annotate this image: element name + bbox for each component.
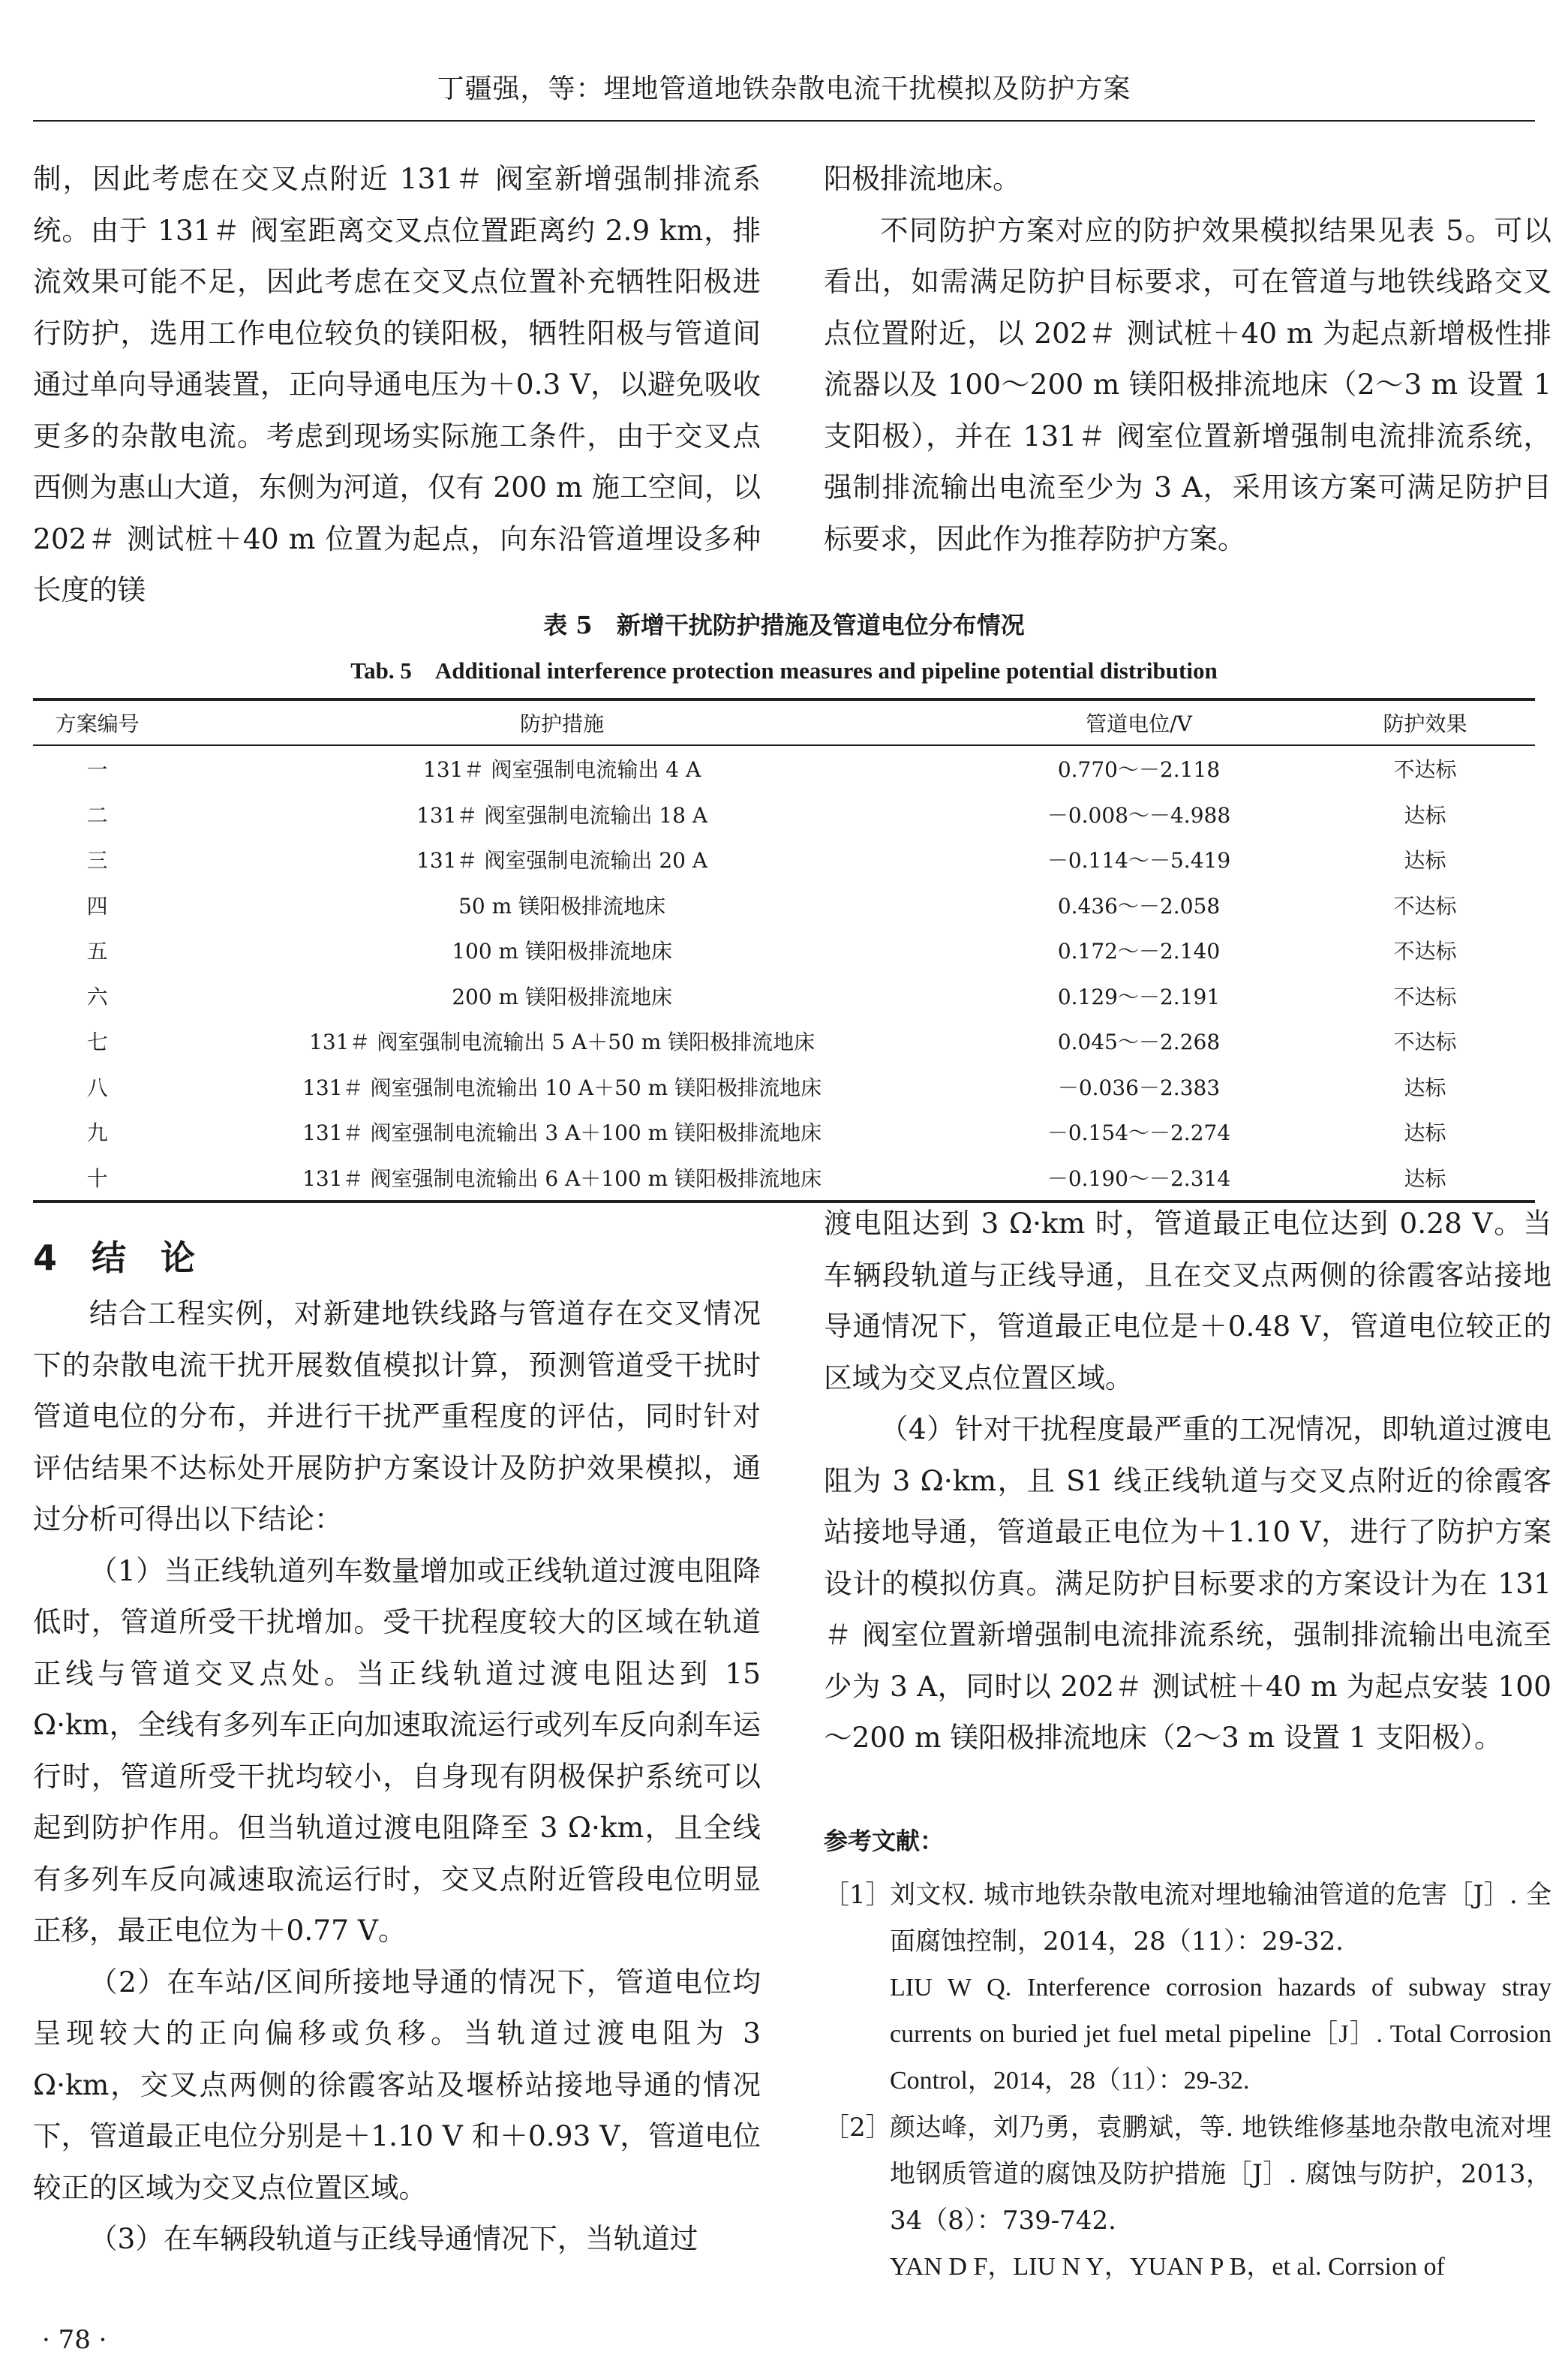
table-caption-en: Tab. 5 Additional interference protection measures and pipeline potential distribution xyxy=(350,657,1218,684)
page-number: · 78 · xyxy=(42,2325,107,2355)
body-paragraph: 渡电阻达到 3 Ω·km 时，管道最正电位达到 0.28 V。当车辆段轨道与正线导通，且在交叉点两侧的徐霞客站接地导通情况下，管道最正电位是＋0.48 V，管道电位较正的区域为交叉点位置区域。 xyxy=(824,1207,1551,1394)
cell-potential: 0.045～－2.268 xyxy=(1057,1030,1221,1055)
cell-measure: 131＃ 阀室强制电流输出 4 A xyxy=(423,757,701,783)
cell-measure: 131＃ 阀室强制电流输出 6 A＋100 m 镁阳极排流地床 xyxy=(161,1155,963,1202)
right-column-bottom xyxy=(824,1198,1551,1764)
table-row xyxy=(33,1155,1535,1202)
cell-potential: 0.172～－2.140 xyxy=(1057,939,1221,964)
cell-measure: 131＃ 阀室强制电流输出 20 A xyxy=(416,848,708,874)
cell-potential: －0.008～－4.988 xyxy=(1047,802,1231,828)
body-paragraph: 结合工程实例，对新建地铁线路与管道存在交叉情况下的杂散电流干扰开展数值模拟计算，预测管道受干扰时管道电位的分布，并进行干扰严重程度的评估，同时针对评估结果不达标处开展防护方案设计及防护效果模拟，通过分析可得出以下结论： xyxy=(33,1297,761,1535)
body-paragraph: 不同防护方案对应的防护效果模拟结果见表 5。可以看出，如需满足防护目标要求，可在管道与地铁线路交叉点位置附近，以 202＃ 测试桩＋40 m 为起点新增极性排流器以及 100～200 m 镁阳极排流地床（2～3 m 设置 1 支阳极），并在 131＃ 阀室位置新增强制电流排流系统，强制排流输出电流至少为 3 A，采用该方案可满足防护目标要求，因此作为推荐防护方案。 xyxy=(824,213,1551,555)
cell-measure: 100 m 镁阳极排流地床 xyxy=(452,939,672,964)
section-title-conclusion: 4 结 论 xyxy=(33,1238,196,1278)
table-row xyxy=(33,928,1535,973)
cell-effect: 达标 xyxy=(1404,802,1446,828)
table-row xyxy=(33,973,1535,1019)
body-paragraph: （1）当正线轨道列车数量增加或正线轨道过渡电阻降低时，管道所受干扰增加。受干扰程度较大的区域在轨道正线与管道交叉点处。当正线轨道过渡电阻达到 15 Ω·km，全线有多列车正向加速取流运行或列车反向刹车运行时，管道所受干扰均较小，自身现有阴极保护系统可以起到防护作用。但当轨道过渡电阻降至 3 Ω·km，且全线有多列车反向减速取流运行时，交叉点附近管段电位明显正移，最正电位为＋0.77 V。 xyxy=(33,1553,761,1947)
cell-potential: －0.036－2.383 xyxy=(1057,1075,1221,1100)
body-paragraph: 制，因此考虑在交叉点附近 131＃ 阀室新增强制排流系统。由于 131＃ 阀室距离交叉点位置距离约 2.9 km，排流效果可能不足，因此考虑在交叉点位置补充牺牲阳极进行防护，选用工作电位较负的镁阳极，牺牲阳极与管道间通过单向导通装置，正向导通电压为＋0.3 V，以避免吸收更多的杂散电流。考虑到现场实际施工条件，由于交叉点西侧为惠山大道，东侧为河道，仅有 200 m 施工空间，以 202＃ 测试桩＋40 m 位置为起点，向东沿管道埋设多种长度的镁 xyxy=(33,162,761,606)
cell-scheme-no: 四 xyxy=(86,893,108,919)
cell-effect: 不达标 xyxy=(1393,984,1457,1009)
cell-potential: 0.129～－2.191 xyxy=(1057,984,1221,1009)
header-scheme-no: 方案编号 xyxy=(33,699,161,745)
table-row xyxy=(33,1109,1535,1155)
cell-potential: －0.154～－2.274 xyxy=(1047,1120,1231,1146)
reference-text-en: LIU W Q. Interference corrosion hazards of subway stray currents on buried jet fuel metal pipeline［J］. Total Corrosion Control，2014，28（11）：29-32. xyxy=(890,1974,1551,2095)
table-row xyxy=(33,745,1535,792)
reference-item xyxy=(824,2104,1551,2290)
body-paragraph: 阳极排流地床。 xyxy=(824,162,1021,195)
header-divider xyxy=(33,120,1535,122)
cell-scheme-no: 十 xyxy=(33,1155,161,1202)
cell-effect: 达标 xyxy=(1404,1075,1446,1100)
cell-potential: 0.436～－2.058 xyxy=(1057,893,1221,919)
cell-effect: 不达标 xyxy=(1393,939,1457,964)
body-paragraph: （4）针对干扰程度最严重的工况情况，即轨道过渡电阻为 3 Ω·km，且 S1 线正线轨道与交叉点附近的徐霞客站接地导通，管道最正电位为＋1.10 V，进行了防护方案设计的模拟仿真。满足防护目标要求的方案设计为在 131＃ 阀室位置新增强制电流排流系统，强制排流输出电流至少为 3 A，同时以 202＃ 测试桩＋40 m 为起点安装 100～200 m 镁阳极排流地床（2～3 m 设置 1 支阳极）。 xyxy=(824,1412,1551,1754)
table-header-row xyxy=(33,699,1535,745)
references-list xyxy=(824,1872,1551,2290)
table-row xyxy=(33,837,1535,883)
header-potential: 管道电位/V xyxy=(963,699,1315,745)
cell-scheme-no: 五 xyxy=(86,939,108,964)
cell-measure: 131＃ 阀室强制电流输出 3 A＋100 m 镁阳极排流地床 xyxy=(302,1120,822,1146)
cell-effect: 不达标 xyxy=(1393,757,1457,783)
reference-text-cn: 颜达峰，刘乃勇，袁鹏斌，等. 地铁维修基地杂散电流对埋地钢质管道的腐蚀及防护措施［J］. 腐蚀与防护，2013，34（8）：739-742. xyxy=(890,2113,1551,2236)
reference-item xyxy=(824,1872,1551,2104)
header-measure: 防护措施 xyxy=(161,699,963,745)
table-caption-cn: 表 5 新增干扰防护措施及管道电位分布情况 xyxy=(543,611,1025,639)
cell-scheme-no: 一 xyxy=(86,757,108,783)
cell-effect: 达标 xyxy=(1404,1120,1446,1146)
right-column-top xyxy=(824,153,1551,564)
table-row xyxy=(33,883,1535,928)
cell-measure: 50 m 镁阳极排流地床 xyxy=(458,893,666,919)
cell-potential: －0.190～－2.314 xyxy=(963,1155,1315,1202)
cell-scheme-no: 七 xyxy=(86,1030,108,1055)
running-header: 丁疆强，等：埋地管道地铁杂散电流干扰模拟及防护方案 xyxy=(437,74,1131,104)
cell-scheme-no: 九 xyxy=(86,1120,108,1146)
left-column-bottom xyxy=(33,1288,761,2265)
references-title: 参考文献： xyxy=(824,1827,945,1855)
reference-text-en: YAN D F，LIU N Y，YUAN P B，et al. Corrsion of xyxy=(890,2253,1445,2281)
table-row xyxy=(33,792,1535,838)
cell-effect: 不达标 xyxy=(1393,1030,1457,1055)
cell-scheme-no: 八 xyxy=(86,1075,108,1100)
body-paragraph: （3）在车辆段轨道与正线导通情况下，当轨道过 xyxy=(89,2222,698,2255)
reference-text-cn: 刘文权. 城市地铁杂散电流对埋地输油管道的危害［J］. 全面腐蚀控制，2014，28（11）：29-32. xyxy=(890,1880,1551,1956)
cell-effect: 达标 xyxy=(1315,1155,1535,1202)
cell-scheme-no: 六 xyxy=(86,984,108,1009)
reference-number: ［1］ xyxy=(824,1880,891,1910)
cell-effect: 不达标 xyxy=(1393,893,1457,919)
cell-scheme-no: 三 xyxy=(86,848,108,874)
cell-effect: 达标 xyxy=(1404,848,1446,874)
header-effect: 防护效果 xyxy=(1315,699,1535,745)
reference-number: ［2］ xyxy=(824,2113,891,2143)
cell-measure: 131＃ 阀室强制电流输出 10 A＋50 m 镁阳极排流地床 xyxy=(302,1075,822,1100)
protection-measures-table xyxy=(33,698,1535,1203)
cell-measure: 131＃ 阀室强制电流输出 5 A＋50 m 镁阳极排流地床 xyxy=(309,1030,816,1055)
table-row xyxy=(33,1064,1535,1110)
cell-measure: 200 m 镁阳极排流地床 xyxy=(452,984,672,1009)
left-column-top xyxy=(33,153,761,616)
table-row xyxy=(33,1018,1535,1064)
cell-potential: 0.770～－2.118 xyxy=(1057,757,1221,783)
body-paragraph: （2）在车站/区间所接地导通的情况下，管道电位均呈现较大的正向偏移或负移。当轨道过渡电阻为 3 Ω·km，交叉点两侧的徐霞客站及堰桥站接地导通的情况下，管道最正电位分别是＋1.10 V 和＋0.93 V，管道电位较正的区域为交叉点位置区域。 xyxy=(33,1965,761,2204)
cell-scheme-no: 二 xyxy=(86,802,108,828)
cell-measure: 131＃ 阀室强制电流输出 18 A xyxy=(416,802,708,828)
cell-potential: －0.114～－5.419 xyxy=(1047,848,1231,874)
